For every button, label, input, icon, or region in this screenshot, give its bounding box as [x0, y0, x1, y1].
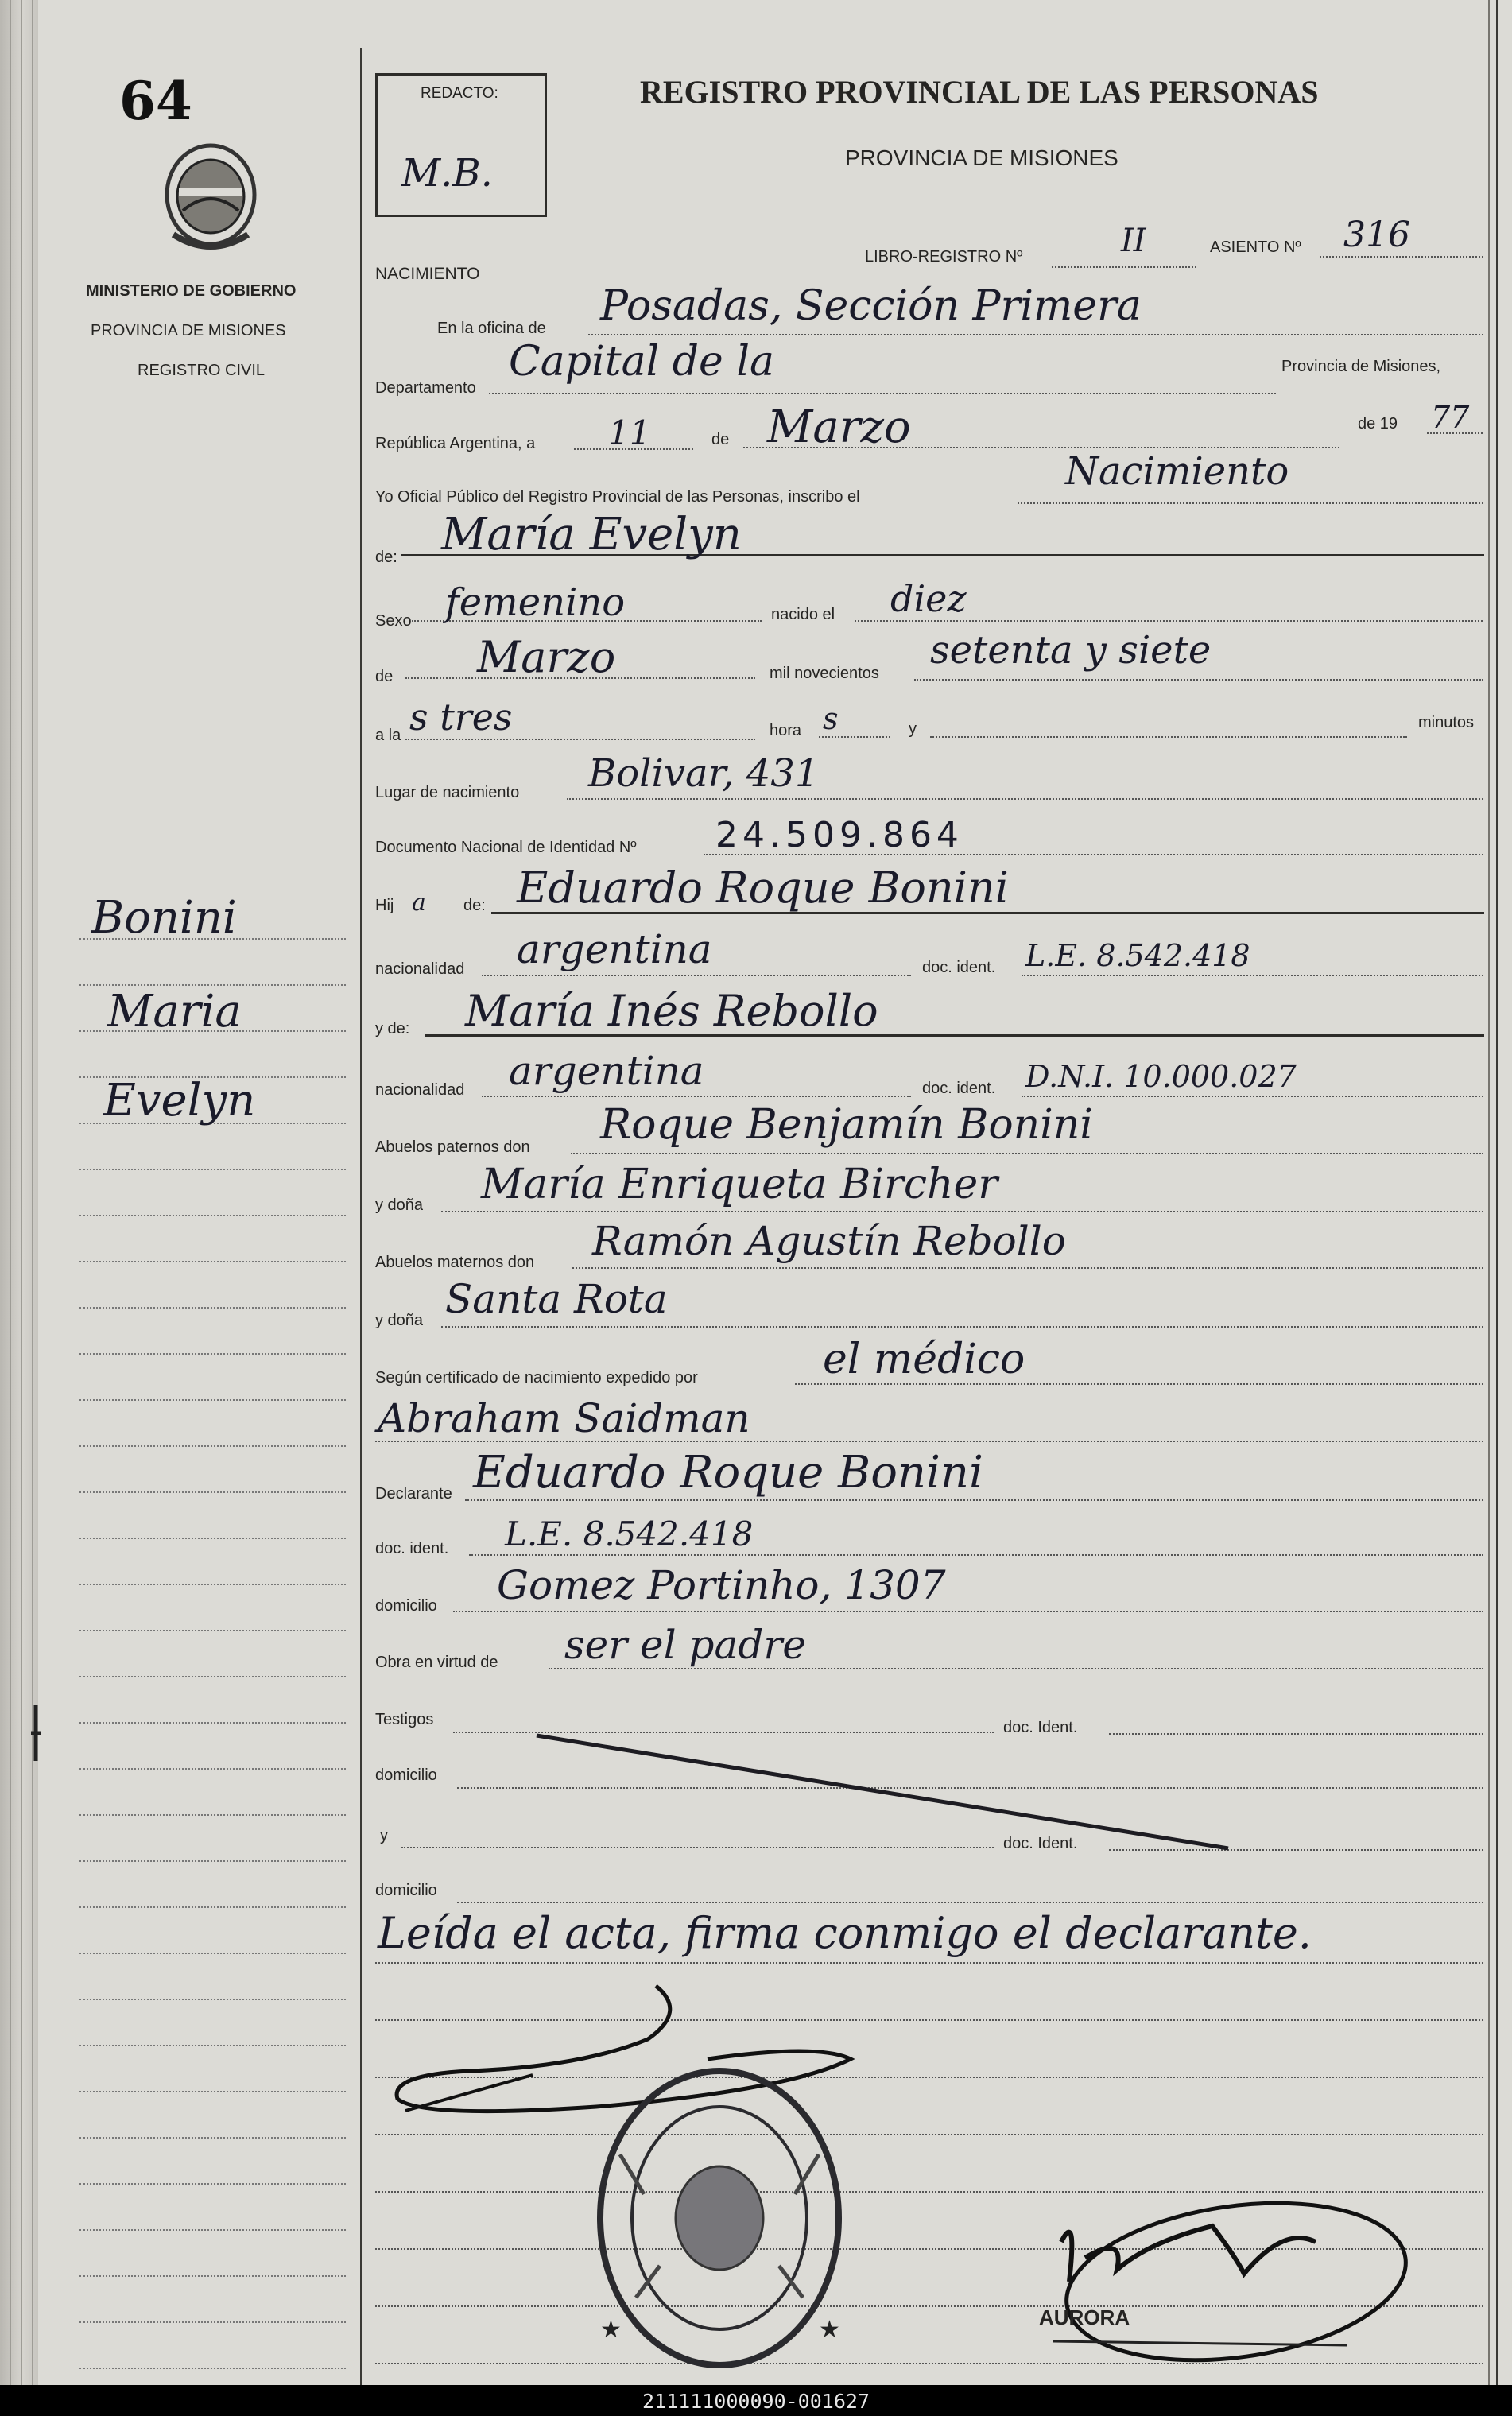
abuela-pat-value: María Enriqueta Bircher [481, 1161, 998, 1208]
libro-line [1052, 266, 1196, 268]
madre-label: y de: [375, 1020, 410, 1037]
abuela-pat-line [441, 1211, 1483, 1212]
inscribo-value: Nacimiento [1065, 449, 1289, 494]
sexo-value: femenino [445, 580, 626, 625]
testigos-y-label: y [380, 1827, 388, 1844]
abuela-mat-label: y doña [375, 1312, 424, 1329]
testigos-doc-label: doc. Ident. [1003, 1719, 1078, 1736]
ministry-line-3: REGISTRO CIVIL [138, 362, 266, 379]
oficina-line [588, 334, 1483, 335]
departamento-suffix: Provincia de Misiones, [1281, 358, 1441, 375]
page-number: 64 [119, 70, 192, 132]
nombre-label: de: [375, 549, 397, 566]
officer-stamp-name: AURORA [1039, 2305, 1130, 2329]
cierre-line [375, 1962, 1483, 1964]
doc-declarante-value: L.E. 8.542.418 [505, 1514, 754, 1553]
testigos-domicilio-label: domicilio [375, 1766, 437, 1784]
hora-line [405, 739, 755, 740]
asiento-line [1320, 256, 1483, 258]
dni-label: Documento Nacional de Identidad Nº [375, 839, 637, 856]
doc-padre-value: L.E. 8.542.418 [1025, 938, 1250, 973]
redacto-box [375, 73, 547, 217]
doc-declarante-line [469, 1554, 1483, 1556]
fecha-day: 11 [608, 413, 651, 452]
asiento-label: ASIENTO Nº [1210, 238, 1301, 256]
lugar-label: Lugar de nacimiento [375, 784, 520, 801]
horas-suffix: s [823, 701, 839, 736]
oficina-value: Posadas, Sección Primera [600, 282, 1142, 330]
margin-mark [28, 1701, 44, 1765]
abuelo-mat-value: Ramón Agustín Rebollo [592, 1218, 1066, 1264]
declarante-label: Declarante [375, 1485, 452, 1503]
hijo-de: de: [463, 897, 486, 914]
fecha-year: 77 [1431, 400, 1470, 435]
doc-padre-line [1022, 975, 1483, 976]
obra-line [549, 1668, 1483, 1669]
nac-padre-label: nacionalidad [375, 960, 465, 978]
certificado-line [795, 1383, 1483, 1385]
hijo-label-pre: Hij [375, 897, 394, 914]
testigos-label: Testigos [375, 1711, 434, 1728]
doc-madre-label: doc. ident. [922, 1080, 996, 1097]
svg-text:★: ★ [819, 2317, 840, 2343]
certificado-value-2: Abraham Saidman [378, 1395, 750, 1441]
officer-signature-stamp [1029, 2194, 1411, 2377]
margin-middle-name: Evelyn [103, 1075, 256, 1127]
act-type: NACIMIENTO [375, 265, 480, 283]
cierre-text: Leída el acta, firma conmigo el declarante. [378, 1908, 1312, 1958]
obra-value: ser el padre [564, 1622, 806, 1668]
testigos-domicilio-label-2: domicilio [375, 1882, 437, 1899]
ministry-line-2: PROVINCIA DE MISIONES [91, 322, 286, 339]
margin-surname: Bonini [91, 892, 237, 944]
nac-madre-label: nacionalidad [375, 1081, 465, 1099]
abuela-mat-value: Santa Rota [445, 1276, 668, 1322]
doc-madre-line [1022, 1096, 1483, 1097]
fecha-prefix: República Argentina, a [375, 435, 536, 452]
abuelo-pat-value: Roque Benjamín Bonini [600, 1101, 1093, 1149]
inscribo-label: Yo Oficial Público del Registro Provincial de las Personas, inscribo el [375, 488, 860, 506]
fecha-de: de [711, 431, 730, 448]
certificado-value: el médico [823, 1336, 1025, 1383]
fecha-year-label: de 19 [1358, 415, 1398, 432]
certificado-label: Según certificado de nacimiento expedido por [375, 1369, 698, 1386]
official-seal-stamp [588, 2059, 851, 2377]
testigos-doc-label-2: doc. Ident. [1003, 1835, 1078, 1852]
abuelo-mat-line [572, 1267, 1483, 1269]
nac-padre-line [482, 975, 911, 976]
column-divider [360, 48, 362, 2385]
padre-value: Eduardo Roque Bonini [517, 863, 1009, 913]
domicilio-line [453, 1611, 1483, 1612]
right-margin-line [1488, 0, 1490, 2385]
nacido-label: nacido el [771, 606, 835, 623]
y-label: y [909, 720, 917, 738]
margin-first-name: Maria [107, 986, 242, 1037]
lugar-value: Bolivar, 431 [588, 751, 820, 796]
anio-line [914, 679, 1483, 681]
horas-line [819, 736, 890, 738]
mes-value: Marzo [477, 632, 616, 682]
lugar-line [567, 798, 1483, 800]
nac-madre-line [482, 1096, 911, 1097]
libro-label: LIBRO-REGISTRO Nº [865, 248, 1023, 266]
testigos-strikethrough [533, 1729, 1232, 1856]
binding-edge [0, 0, 38, 2385]
svg-text:★: ★ [600, 2317, 622, 2343]
doc-declarante-label: doc. ident. [375, 1540, 449, 1557]
dni-value: 24.509.864 [715, 815, 963, 855]
blank-line-4 [375, 2191, 1483, 2193]
declarante-line [465, 1499, 1483, 1501]
anio-value: setenta y siete [930, 628, 1212, 673]
doc-padre-label: doc. ident. [922, 959, 996, 976]
hijo-suffix: a [412, 889, 426, 917]
libro-value: II [1121, 223, 1146, 259]
domicilio-value: Gomez Portinho, 1307 [497, 1562, 946, 1608]
asiento-value: 316 [1343, 215, 1410, 255]
madre-value: María Inés Rebollo [465, 986, 878, 1036]
mil-novecientos-label: mil novecientos [770, 665, 879, 682]
declarante-value: Eduardo Roque Bonini [473, 1447, 983, 1499]
abuelo-mat-label: Abuelos maternos don [375, 1254, 535, 1271]
nacido-line [855, 620, 1483, 622]
coat-of-arms [159, 139, 262, 262]
right-border [1496, 0, 1498, 2385]
fecha-month: Marzo [767, 401, 911, 453]
inscribo-line [1018, 502, 1483, 504]
minutos-label: minutos [1418, 714, 1475, 731]
abuela-pat-label: y doña [375, 1196, 424, 1214]
minutos-line [930, 736, 1407, 738]
hora-label: a la [375, 727, 401, 744]
sexo-label: Sexo [375, 612, 412, 630]
testigos-domicilio-line-2 [457, 1902, 1483, 1903]
hijo-label [375, 897, 394, 915]
nac-madre-value: argentina [509, 1048, 704, 1094]
registry-subtitle: PROVINCIA DE MISIONES [845, 145, 1118, 170]
redacto-initials: M.B. [401, 151, 493, 196]
departamento-label: Departamento [375, 379, 476, 397]
departamento-value: Capital de la [509, 338, 774, 386]
abuelo-pat-label: Abuelos paternos don [375, 1138, 530, 1156]
horas-label: hora [770, 722, 802, 739]
departamento-line [489, 393, 1276, 394]
registry-title: REGISTRO PROVINCIAL DE LAS PERSONAS [640, 74, 1319, 110]
oficina-label: En la oficina de [437, 320, 546, 337]
nombre-value: María Evelyn [441, 509, 742, 560]
mes-label: de [375, 668, 394, 685]
doc-madre-value: D.N.I. 10.000.027 [1025, 1059, 1297, 1094]
abuelo-pat-line [571, 1153, 1483, 1154]
hora-value: s tres [409, 696, 513, 739]
ministry-line-1: MINISTERIO DE GOBIERNO [86, 282, 297, 300]
nacido-day: diez [890, 577, 967, 620]
footer-bar [0, 2385, 1512, 2416]
fecha-year-line [1427, 432, 1483, 434]
domicilio-label: domicilio [375, 1597, 437, 1615]
nac-padre-value: argentina [517, 926, 712, 972]
redacto-label: REDACTO: [421, 85, 498, 102]
footer-id: 211111000090-001627 [642, 2390, 870, 2413]
obra-label: Obra en virtud de [375, 1654, 498, 1671]
abuela-mat-line [441, 1326, 1483, 1328]
